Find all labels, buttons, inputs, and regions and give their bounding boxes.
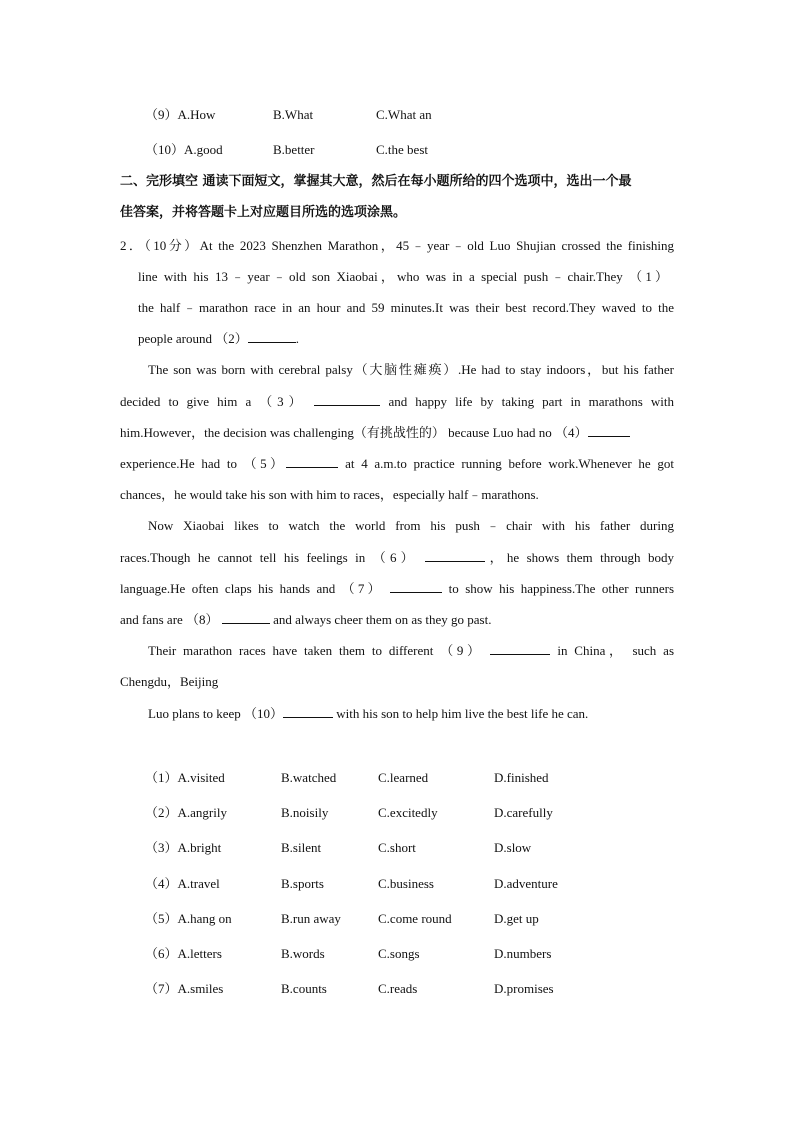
para2-line-2-b: ，he shows them through body (485, 550, 675, 565)
blank-7 (390, 580, 442, 593)
option-5-c: C.come round (378, 911, 452, 926)
blank-3 (314, 393, 380, 406)
blank-8 (222, 611, 270, 624)
para2-line-3-b: to show his happiness.The other runners (448, 581, 675, 596)
option-3-d: D.slow (494, 840, 532, 855)
blank-2 (248, 330, 296, 343)
para3-line-1-a: Their marathon races have taken them to different （9） (148, 643, 484, 658)
para3-line-1-b: in China， such as (557, 643, 674, 658)
option-5-b: B.run away (281, 911, 341, 926)
para3-line-1 (148, 642, 674, 660)
para3-line-2: Chengdu，Beijing (120, 674, 219, 689)
option-7-c: C.reads (378, 981, 418, 996)
section-title-line-1: 二、完形填空 通读下面短文，掌握其大意，然后在每小题所给的四个选项中，选出一个最 (120, 174, 632, 189)
para4-line-1-a: Luo plans to keep （10） (148, 706, 284, 721)
question-line-4 (138, 330, 299, 348)
question-line-4-text: people around （2） (138, 331, 248, 346)
prev-option-9-a: （9）A.How (145, 107, 216, 122)
para1-line-4-b: at 4 a.m.to practice running before work.Whenever he got (345, 456, 674, 471)
para1-line-3-a: him.However，the decision was challenging（有挑战性的） because Luo had no （4） (120, 425, 588, 440)
blank-4 (588, 424, 630, 437)
option-4-d: D.adventure (494, 876, 558, 891)
option-1-b: B.watched (281, 770, 337, 785)
para1-line-4 (120, 455, 674, 473)
option-6-a: （6）A.letters (145, 946, 222, 961)
option-2-d: D.carefully (494, 805, 553, 820)
para2-line-2-a: races.Though he cannot tell his feelings in （6） (120, 550, 418, 565)
para2-line-4-a: and fans are （8） (120, 612, 219, 627)
blank-9 (490, 642, 550, 655)
prev-option-10-b: B.better (273, 142, 315, 157)
section-title-line-2: 佳答案，并将答题卡上对应题目所选的选项涂黑。 (120, 205, 407, 220)
option-1-d: D.finished (494, 770, 549, 785)
prev-option-10-c: C.the best (376, 142, 428, 157)
option-4-c: C.business (378, 876, 434, 891)
para4-line-1 (148, 705, 588, 723)
para2-line-4-b: and always cheer them on as they go past. (273, 612, 492, 627)
para1-line-1: The son was born with cerebral palsy（大脑性瘫痪）.He had to stay indoors，but his father (148, 362, 674, 377)
option-6-b: B.words (281, 946, 325, 961)
para1-line-2-a: decided to give him a （3） (120, 394, 307, 409)
option-6-d: D.numbers (494, 946, 552, 961)
question-line-4-end: . (295, 331, 300, 346)
option-4-b: B.sports (281, 876, 324, 891)
option-7-b: B.counts (281, 981, 327, 996)
option-2-b: B.noisily (281, 805, 329, 820)
option-2-c: C.excitedly (378, 805, 438, 820)
option-7-a: （7）A.smiles (145, 981, 224, 996)
option-6-c: C.songs (378, 946, 420, 961)
para1-line-3 (120, 424, 674, 442)
para2-line-2 (120, 549, 674, 567)
option-1-a: （1）A.visited (145, 770, 225, 785)
para2-line-3 (120, 580, 674, 598)
option-1-c: C.learned (378, 770, 429, 785)
para1-line-2-b: and happy life by taking part in marathons with (388, 394, 674, 409)
prev-option-9-c: C.What an (376, 107, 432, 122)
option-2-a: （2）A.angrily (145, 805, 227, 820)
para2-line-4 (120, 611, 491, 629)
para4-line-1-b: with his son to help him live the best life he can. (336, 706, 589, 721)
option-3-c: C.short (378, 840, 416, 855)
question-line-1: 2．（10分）At the 2023 Shenzhen Marathon，45﹣year﹣old Luo Shujian crossed the finishing (120, 238, 674, 253)
option-7-d: D.promises (494, 981, 554, 996)
para2-line-3-a: language.He often claps his hands and （7） (120, 581, 384, 596)
option-3-b: B.silent (281, 840, 322, 855)
question-line-2: line with his 13﹣year﹣old son Xiaobai，who was in a special push﹣chair.They （1） (138, 269, 668, 284)
option-5-a: （5）A.hang on (145, 911, 232, 926)
option-4-a: （4）A.travel (145, 876, 220, 891)
para1-line-4-a: experience.He had to （5） (120, 456, 287, 471)
prev-option-9-b: B.What (273, 107, 314, 122)
option-3-a: （3）A.bright (145, 840, 222, 855)
prev-option-10-a: （10）A.good (145, 142, 223, 157)
blank-5 (286, 455, 338, 468)
blank-10 (283, 705, 333, 718)
para1-line-2 (120, 393, 674, 411)
para1-line-5: chances，he would take his son with him to races，especially half﹣marathons. (120, 487, 539, 502)
blank-6 (425, 549, 485, 562)
question-line-3: the half﹣marathon race in an hour and 59 minutes.It was their best record.They waved to the (138, 300, 674, 315)
para2-line-1: Now Xiaobai likes to watch the world from his push﹣chair with his father during (148, 518, 674, 533)
option-5-d: D.get up (494, 911, 539, 926)
